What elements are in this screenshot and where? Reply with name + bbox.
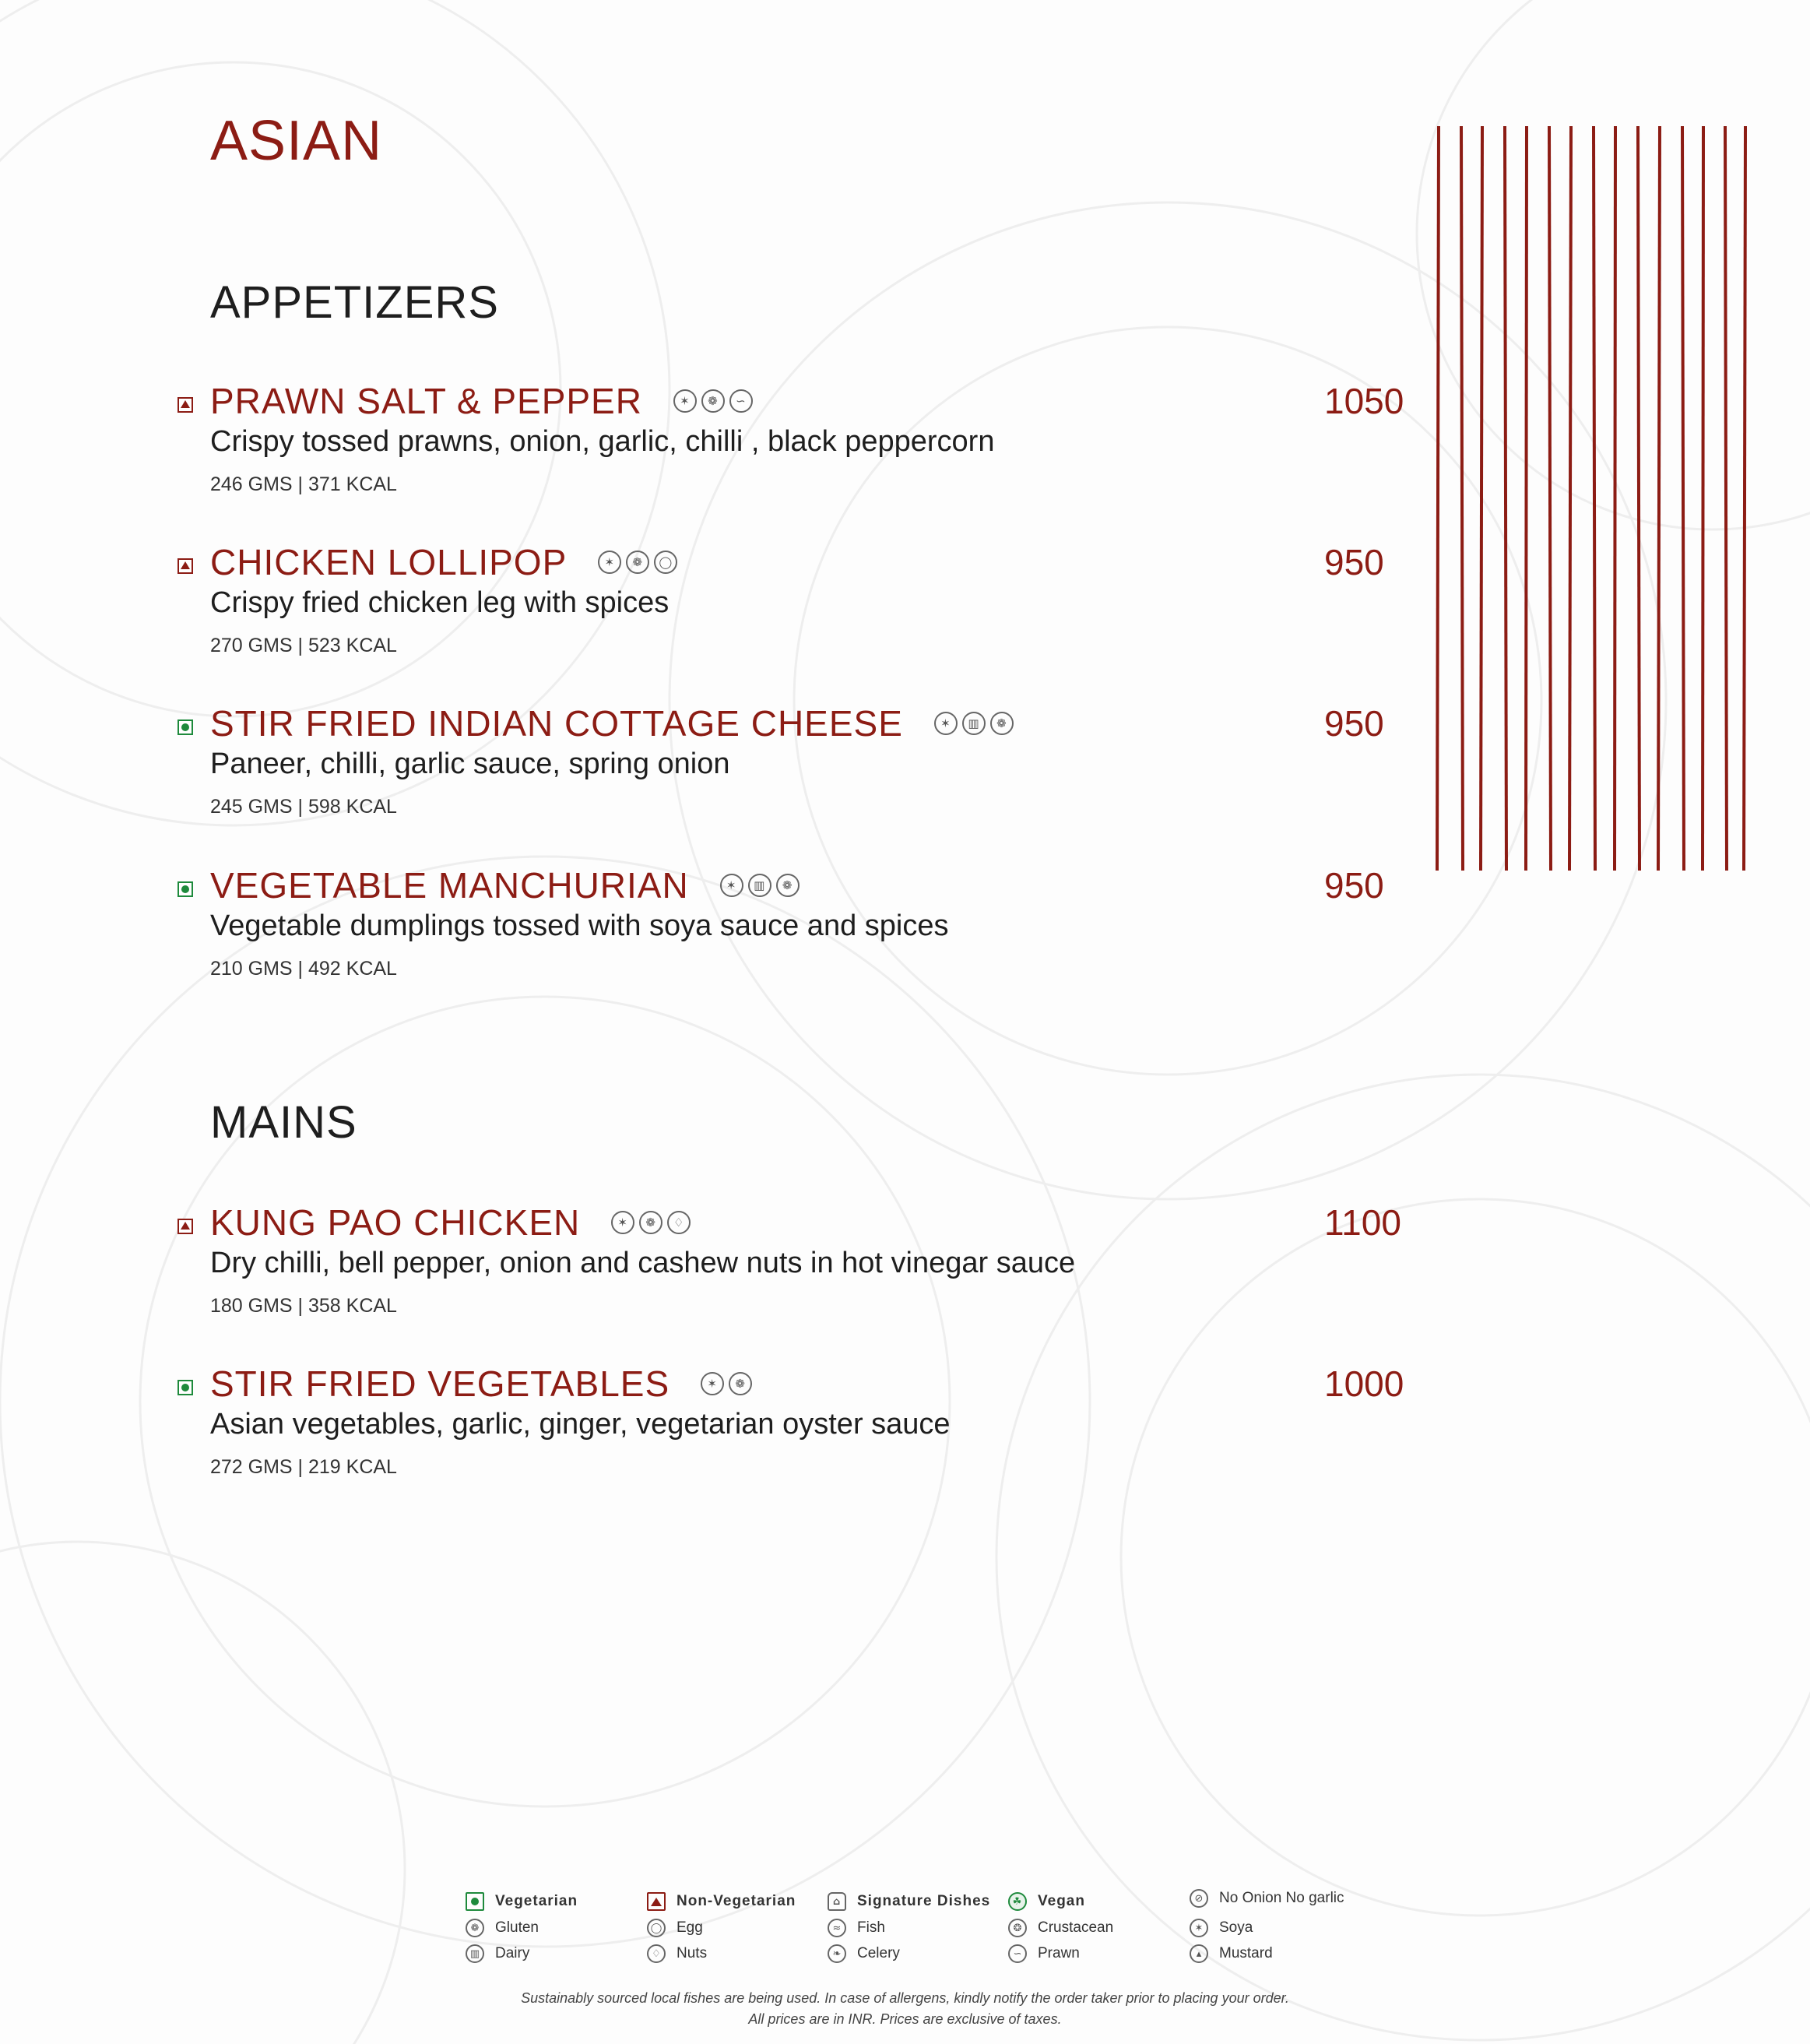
legend-mustard: ▴ Mustard <box>1190 1944 1273 1963</box>
fish-icon: ≈ <box>828 1919 846 1937</box>
menu-item <box>177 541 1423 689</box>
legend-fish: ≈ Fish <box>828 1919 885 1937</box>
footer-allergen-note: Sustainably sourced local fishes are being used. In case of allergens, kindly notify the order taker prior to placing your order. <box>521 1990 1289 2006</box>
dish-name: PRAWN SALT & PEPPER <box>210 381 642 421</box>
dish-description: Asian vegetables, garlic, ginger, vegetarian oyster sauce <box>210 1408 951 1441</box>
allergen-legend <box>466 1892 1400 1978</box>
legend-gluten: ❁ Gluten <box>466 1919 539 1937</box>
gluten-icon: ❁ <box>639 1211 662 1234</box>
gluten-icon: ❁ <box>729 1372 752 1395</box>
soya-icon: ✶ <box>1190 1919 1208 1937</box>
dish-nutrition: 246 GMS | 371 KCAL <box>210 473 397 495</box>
vegan-leaf-icon: ☘ <box>1008 1892 1027 1911</box>
soya-icon: ✶ <box>673 389 697 413</box>
dish-price: 1100 <box>1324 1202 1401 1243</box>
dish-name: STIR FRIED VEGETABLES <box>210 1363 670 1404</box>
legend-vegan: ☘ Vegan <box>1008 1892 1085 1911</box>
dish-description: Paneer, chilli, garlic sauce, spring onion <box>210 748 730 780</box>
dish-description: Dry chilli, bell pepper, onion and cashew nuts in hot vinegar sauce <box>210 1247 1076 1279</box>
dish-nutrition: 180 GMS | 358 KCAL <box>210 1295 397 1317</box>
page-title: ASIAN <box>210 110 383 172</box>
veg-icon <box>177 1380 193 1395</box>
veg-icon <box>177 881 193 897</box>
legend-no-onion-garlic: ⊘ No Onion No garlic <box>1190 1889 1344 1908</box>
dish-price: 950 <box>1324 542 1384 582</box>
dish-description: Crispy fried chicken leg with spices <box>210 586 670 619</box>
non-veg-icon <box>177 558 193 574</box>
dish-nutrition: 210 GMS | 492 KCAL <box>210 958 397 980</box>
gluten-icon: ❁ <box>626 551 649 574</box>
gluten-icon: ❁ <box>466 1919 484 1937</box>
decorative-stripes <box>1425 125 1752 872</box>
soya-icon: ✶ <box>720 874 743 897</box>
dish-name: VEGETABLE MANCHURIAN <box>210 865 689 906</box>
dairy-icon: ▥ <box>466 1944 484 1963</box>
soya-icon: ✶ <box>701 1372 724 1395</box>
legend-crustacean: ❂ Crustacean <box>1008 1919 1113 1937</box>
nuts-icon: ♢ <box>667 1211 691 1234</box>
menu-item <box>177 1363 1423 1511</box>
menu-item <box>177 380 1423 528</box>
egg-icon: ◯ <box>654 551 677 574</box>
legend-nuts: ♢ Nuts <box>647 1944 707 1963</box>
nuts-icon: ♢ <box>647 1944 666 1963</box>
dish-nutrition: 245 GMS | 598 KCAL <box>210 796 397 818</box>
dish-nutrition: 272 GMS | 219 KCAL <box>210 1456 397 1478</box>
legend-signature: ⌂ Signature Dishes <box>828 1892 990 1911</box>
celery-icon: ❧ <box>828 1944 846 1963</box>
gluten-icon: ❁ <box>776 874 800 897</box>
legend-soya: ✶ Soya <box>1190 1919 1253 1937</box>
non-veg-icon <box>177 397 193 413</box>
soya-icon: ✶ <box>934 712 958 735</box>
footer-price-note: All prices are in INR. Prices are exclusive of taxes. <box>748 2011 1062 2027</box>
egg-icon: ◯ <box>647 1919 666 1937</box>
no-onion-garlic-icon: ⊘ <box>1190 1889 1208 1908</box>
menu-item <box>177 1201 1423 1349</box>
dish-name: CHICKEN LOLLIPOP <box>210 542 568 582</box>
prawn-icon: ∽ <box>1008 1944 1027 1963</box>
menu-item <box>177 864 1423 1012</box>
soya-icon: ✶ <box>611 1211 634 1234</box>
legend-egg: ◯ Egg <box>647 1919 703 1937</box>
chef-hat-icon: ⌂ <box>828 1892 846 1911</box>
non-veg-icon <box>177 1219 193 1234</box>
dish-price: 1050 <box>1324 381 1404 421</box>
gluten-icon: ❁ <box>701 389 725 413</box>
legend-dairy: ▥ Dairy <box>466 1944 529 1963</box>
dish-price: 950 <box>1324 865 1384 906</box>
non-veg-icon <box>647 1892 666 1911</box>
dairy-icon: ▥ <box>962 712 986 735</box>
veg-icon <box>177 719 193 735</box>
legend-celery: ❧ Celery <box>828 1944 900 1963</box>
gluten-icon: ❁ <box>990 712 1014 735</box>
dish-name: KUNG PAO CHICKEN <box>210 1202 581 1243</box>
legend-vegetarian: Vegetarian <box>466 1892 578 1911</box>
dish-description: Vegetable dumplings tossed with soya sauce and spices <box>210 909 949 942</box>
dairy-icon: ▥ <box>748 874 771 897</box>
prawn-icon: ∽ <box>729 389 753 413</box>
dish-price: 950 <box>1324 703 1384 744</box>
legend-non-vegetarian: Non-Vegetarian <box>647 1892 796 1911</box>
legend-prawn: ∽ Prawn <box>1008 1944 1080 1963</box>
dish-description: Crispy tossed prawns, onion, garlic, chilli , black peppercorn <box>210 425 995 458</box>
veg-icon <box>466 1892 484 1911</box>
menu-item <box>177 702 1423 850</box>
section-title-mains: MAINS <box>210 1097 357 1148</box>
dish-name: STIR FRIED INDIAN COTTAGE CHEESE <box>210 703 903 744</box>
section-title-appetizers: APPETIZERS <box>210 277 499 328</box>
dish-price: 1000 <box>1324 1363 1404 1404</box>
soya-icon: ✶ <box>598 551 621 574</box>
dish-nutrition: 270 GMS | 523 KCAL <box>210 635 397 656</box>
crustacean-icon: ❂ <box>1008 1919 1027 1937</box>
mustard-icon: ▴ <box>1190 1944 1208 1963</box>
